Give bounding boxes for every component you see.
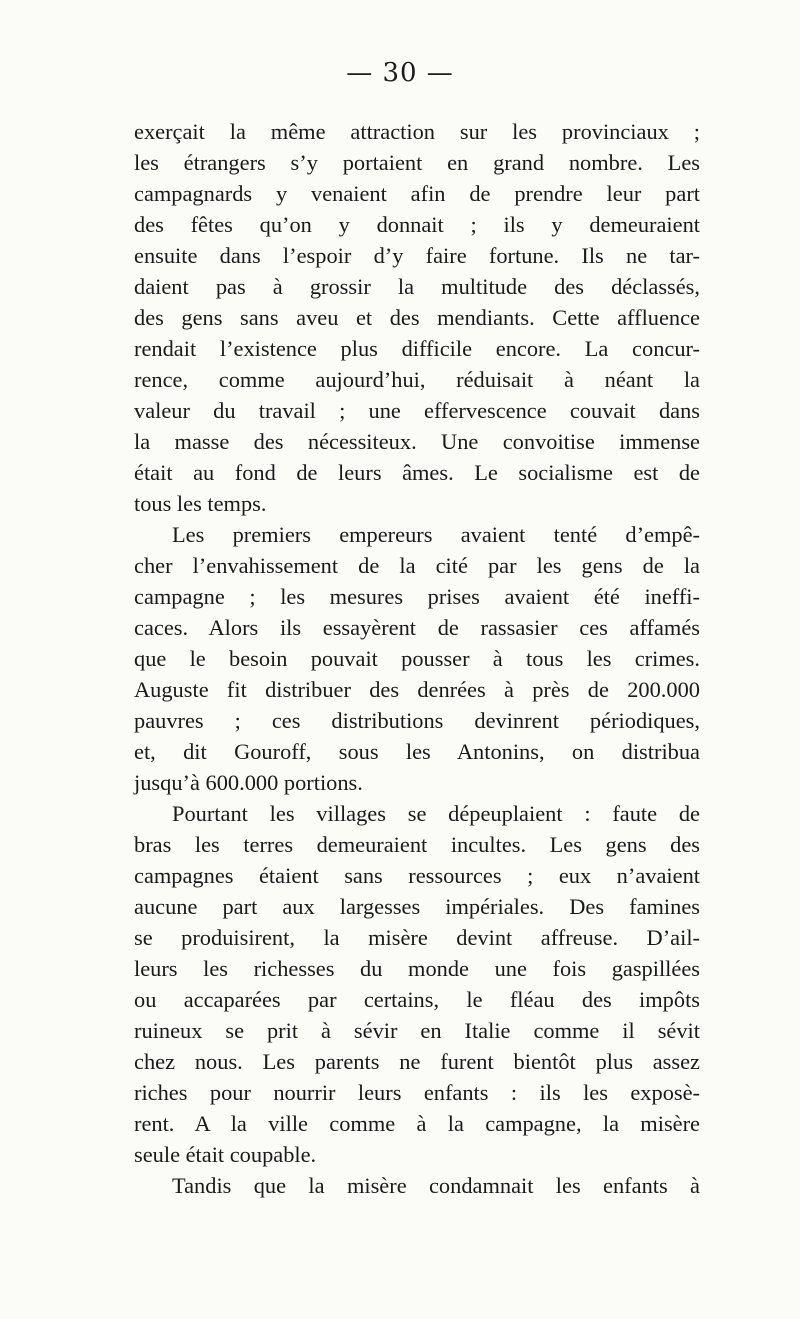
text-line: les étrangers s’y portaient en grand nombre. Les: [134, 150, 700, 175]
text-line: chez nous. Les parents ne furent bientôt plus assez: [134, 1049, 700, 1074]
text-line: rent. A la ville comme à la campagne, la misère: [134, 1111, 700, 1136]
page-number: — 30 —: [346, 58, 454, 88]
paragraph: [134, 798, 700, 1170]
text-line: aucune part aux largesses impériales. Des famines: [134, 894, 700, 919]
text-line: campagne ; les mesures prises avaient été ineffi-: [134, 584, 700, 609]
paragraph: [134, 116, 700, 519]
text-line: Pourtant les villages se dépeuplaient : faute de: [172, 801, 700, 826]
text-line: caces. Alors ils essayèrent de rassasier ces affamés: [134, 615, 700, 640]
text-line: ensuite dans l’espoir d’y faire fortune. Ils ne tar-: [134, 243, 700, 268]
body-text: [134, 116, 700, 1201]
text-line: campagnards y venaient afin de prendre leur part: [134, 181, 700, 206]
text-line: la masse des nécessiteux. Une convoitise immense: [134, 429, 700, 454]
text-line: Auguste fit distribuer des denrées à près de 200.000: [134, 677, 700, 702]
text-line: se produisirent, la misère devint affreuse. D’ail-: [134, 925, 700, 950]
text-line: riches pour nourrir leurs enfants : ils les exposè-: [134, 1080, 700, 1105]
text-line: rendait l’existence plus difficile encore. La concur-: [134, 336, 700, 361]
paragraph: [134, 1170, 700, 1201]
text-line: campagnes étaient sans ressources ; eux n’avaient: [134, 863, 700, 888]
text-line: pauvres ; ces distributions devinrent périodiques,: [134, 708, 700, 733]
text-line: que le besoin pouvait pousser à tous les crimes.: [134, 646, 700, 671]
text-line: bras les terres demeuraient incultes. Les gens des: [134, 832, 700, 857]
text-line: exerçait la même attraction sur les provinciaux ;: [134, 119, 700, 144]
text-line: était au fond de leurs âmes. Le socialisme est de: [134, 460, 700, 485]
text-line: leurs les richesses du monde une fois gaspillées: [134, 956, 700, 981]
text-line: cher l’envahissement de la cité par les gens de la: [134, 553, 700, 578]
text-line: seule était coupable.: [134, 1142, 317, 1167]
text-line: jusqu’à 600.000 portions.: [134, 770, 363, 795]
text-line: des fêtes qu’on y donnait ; ils y demeuraient: [134, 212, 700, 237]
paragraph: [134, 519, 700, 798]
text-line: valeur du travail ; une effervescence couvait dans: [134, 398, 700, 423]
text-line: des gens sans aveu et des mendiants. Cette affluence: [134, 305, 700, 330]
text-line: ou accaparées par certains, le fléau des impôts: [134, 987, 700, 1012]
text-line: tous les temps.: [134, 491, 267, 516]
text-line: Les premiers empereurs avaient tenté d’empê-: [172, 522, 700, 547]
text-line: daient pas à grossir la multitude des déclassés,: [134, 274, 700, 299]
text-line: ruineux se prit à sévir en Italie comme il sévit: [134, 1018, 700, 1043]
text-line: et, dit Gouroff, sous les Antonins, on distribua: [134, 739, 700, 764]
text-line: rence, comme aujourd’hui, réduisait à néant la: [134, 367, 700, 392]
text-line: Tandis que la misère condamnait les enfants à: [172, 1173, 700, 1198]
